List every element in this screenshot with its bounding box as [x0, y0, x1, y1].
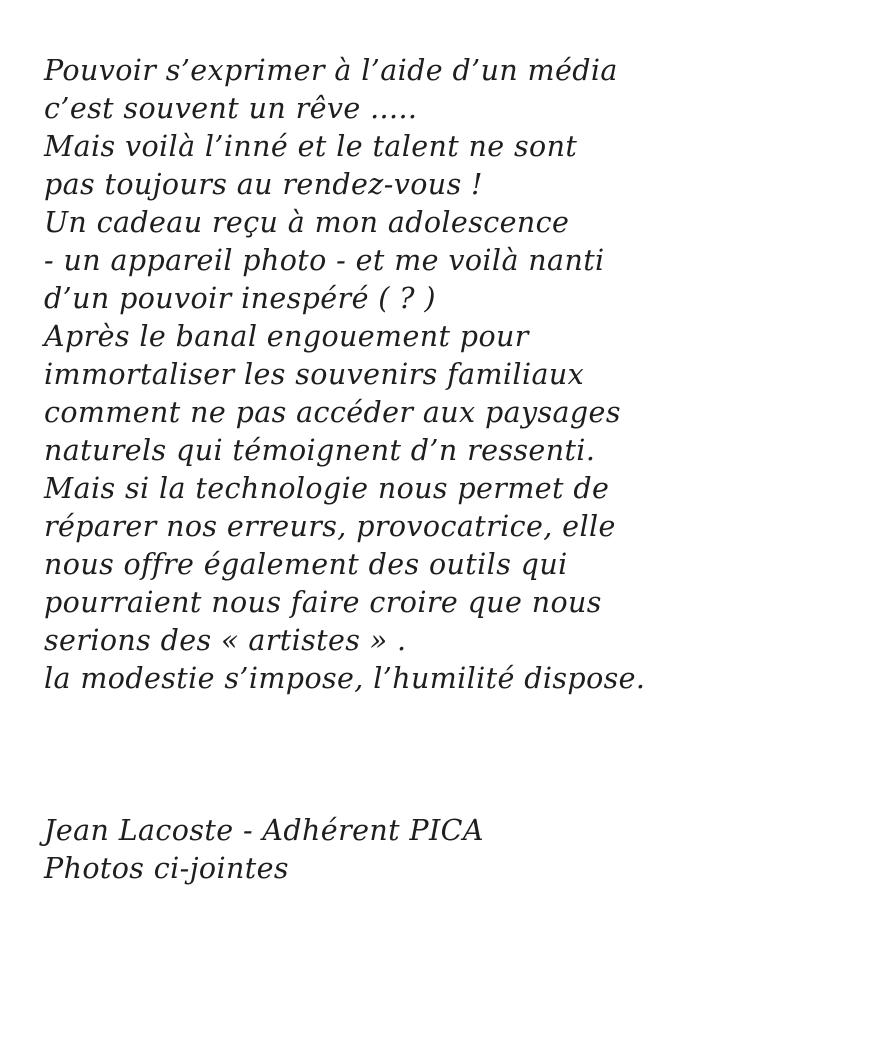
poem-line: réparer nos erreurs, provocatrice, elle: [44, 510, 616, 543]
poem-line: - un appareil photo - et me voilà nanti: [44, 244, 605, 277]
poem-line: naturels qui témoignent d’n ressenti.: [44, 434, 596, 467]
poem-line: Mais si la technologie nous permet de: [44, 472, 610, 505]
poem-line: Un cadeau reçu à mon adolescence: [44, 206, 570, 239]
poem-line: Mais voilà l’inné et le talent ne sont: [44, 130, 578, 163]
poem-line: d’un pouvoir inespéré ( ? ): [44, 282, 436, 315]
photos-note: Photos ci-jointes: [44, 852, 289, 885]
poem-line: pas toujours au rendez-vous !: [44, 168, 483, 201]
poem-line: nous offre également des outils qui: [44, 548, 568, 581]
signature-block: [44, 812, 484, 888]
poem-line: comment ne pas accéder aux paysages: [44, 396, 621, 429]
author-line: Jean Lacoste - Adhérent PICA: [44, 814, 484, 847]
poem-line: c’est souvent un rêve .....: [44, 92, 418, 125]
poem-line: Pouvoir s’exprimer à l’aide d’un média: [44, 54, 618, 87]
poem-text: [44, 52, 874, 698]
poem-line: immortaliser les souvenirs familiaux: [44, 358, 585, 391]
poem-line: la modestie s’impose, l’humilité dispose.: [44, 662, 646, 695]
poem-line: serions des « artistes » .: [44, 624, 407, 657]
poem-line: pourraient nous faire croire que nous: [44, 586, 602, 619]
poem-line: Après le banal engouement pour: [44, 320, 529, 353]
